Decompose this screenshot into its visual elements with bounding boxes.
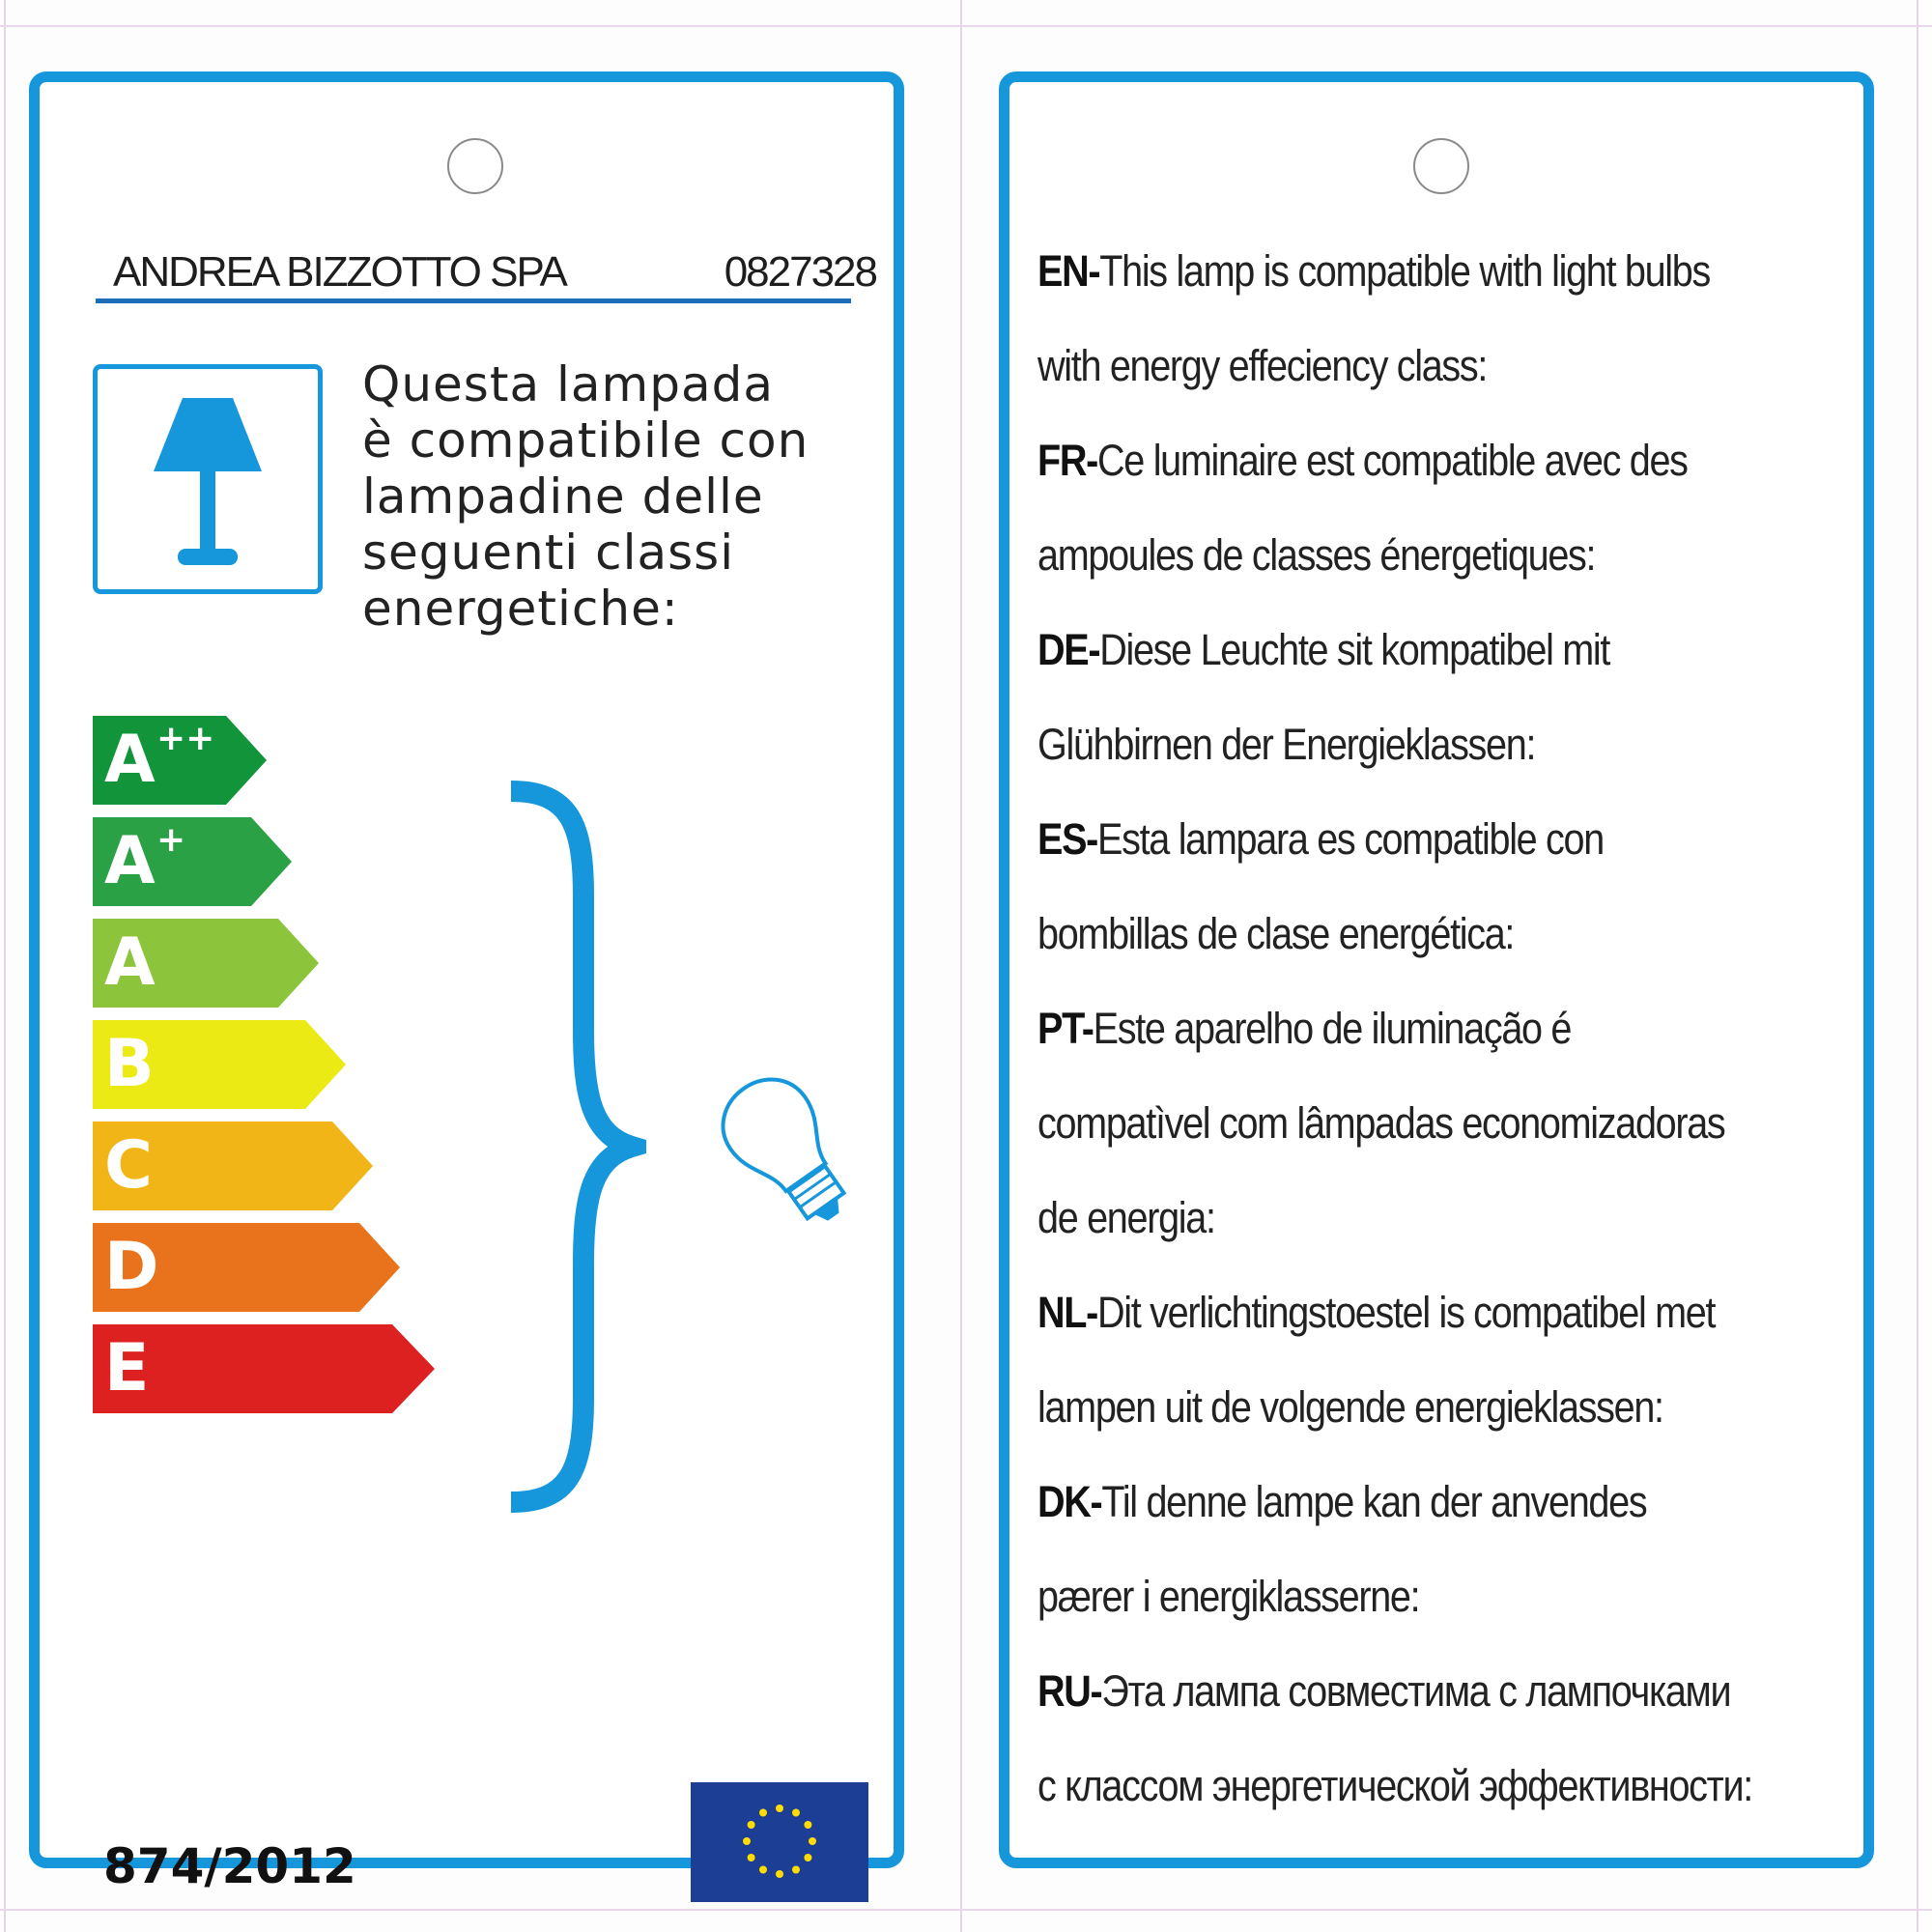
energy-class-letter: E	[104, 1330, 150, 1406]
language-code: PT-	[1037, 1004, 1094, 1053]
hang-hole	[447, 138, 503, 194]
energy-class-letter: D	[104, 1229, 159, 1305]
text-line	[1037, 1739, 1769, 1833]
language-code: DE-	[1037, 625, 1100, 674]
regulation-number: 874/2012	[103, 1838, 356, 1894]
energy-class-letter: B	[104, 1026, 155, 1102]
line-text: compatìvel com lâmpadas economizadoras	[1037, 1098, 1725, 1148]
light-bulb-icon	[704, 1058, 868, 1246]
intro-line: seguenti classi	[362, 525, 735, 581]
energy-label-card	[29, 71, 904, 1894]
curly-brace	[501, 780, 646, 1519]
energy-class-suffix: ++	[156, 719, 215, 758]
line-text: pærer i energiklasserne:	[1037, 1572, 1420, 1621]
text-line	[1037, 508, 1769, 603]
line-text: Эта лампа совместима с лампочками	[1101, 1666, 1731, 1716]
text-line-en	[1037, 224, 1769, 319]
eu-flag	[691, 1782, 868, 1902]
language-code: RU-	[1037, 1666, 1102, 1716]
text-line-de	[1037, 603, 1769, 697]
text-line	[1037, 697, 1769, 792]
line-text: с классом энергетической эффективности:	[1037, 1761, 1752, 1810]
energy-class-d	[93, 1223, 400, 1312]
line-text: Este aparelho de iluminação é	[1093, 1004, 1572, 1053]
line-text: ampoules de classes énergetiques:	[1037, 530, 1596, 580]
hang-hole	[1413, 138, 1469, 194]
energy-class-letter: A	[104, 722, 156, 798]
bottom-page-edge	[0, 1909, 1932, 1911]
table-lamp-icon	[93, 364, 323, 594]
energy-class-a	[93, 919, 319, 1008]
product-code: 0827328	[724, 248, 876, 296]
language-code: NL-	[1037, 1288, 1098, 1337]
energy-class-c	[93, 1122, 373, 1210]
text-line-pt	[1037, 981, 1769, 1076]
line-text: Ce luminaire est compatible avec des	[1097, 436, 1688, 485]
intro-line: lampadine delle	[362, 469, 764, 525]
intro-line: è compatibile con	[362, 412, 810, 469]
text-line-dk	[1037, 1455, 1769, 1549]
line-text: This lamp is compatible with light bulbs	[1099, 246, 1710, 296]
text-line-es	[1037, 792, 1769, 887]
brand-name: ANDREA BIZZOTTO SPA	[113, 248, 566, 296]
intro-line: energetiche:	[362, 581, 679, 637]
line-text: Esta lampara es compatible con	[1097, 814, 1604, 864]
line-text: bombillas de clase energética:	[1037, 909, 1515, 958]
energy-class-suffix: +	[156, 820, 186, 860]
intro-line: Questa lampada	[362, 356, 774, 412]
text-line	[1037, 1549, 1769, 1644]
text-line	[1037, 319, 1769, 413]
energy-class-ap	[93, 817, 292, 906]
language-code: FR-	[1037, 436, 1098, 485]
text-line	[1037, 1360, 1769, 1455]
energy-class-letter: A	[104, 924, 156, 1001]
energy-class-letter: A	[104, 823, 156, 899]
text-line	[1037, 1076, 1769, 1171]
header-rule	[96, 298, 851, 303]
translations-list	[1037, 224, 1868, 1833]
top-page-edge	[0, 25, 1932, 27]
text-line-nl	[1037, 1265, 1769, 1360]
language-code: DK-	[1037, 1477, 1102, 1526]
line-text: Dit verlichtingstoestel is compatibel met	[1097, 1288, 1716, 1337]
line-text: Diese Leuchte sit kompatibel mit	[1099, 625, 1610, 674]
text-line-fr	[1037, 413, 1769, 508]
energy-class-e	[93, 1324, 435, 1413]
energy-class-app	[93, 716, 267, 805]
text-line-ru	[1037, 1644, 1769, 1739]
line-text: Glühbirnen der Energieklassen:	[1037, 720, 1536, 769]
text-line	[1037, 1171, 1769, 1265]
energy-class-letter: C	[104, 1127, 153, 1204]
text-line	[1037, 887, 1769, 981]
energy-class-b	[93, 1020, 346, 1109]
brand-header	[113, 248, 876, 296]
line-text: de energia:	[1037, 1193, 1215, 1242]
language-code: EN-	[1037, 246, 1100, 296]
language-code: ES-	[1037, 814, 1098, 864]
line-text: lampen uit de volgende energieklassen:	[1037, 1382, 1663, 1432]
line-text: with energy effeciency class:	[1037, 341, 1488, 390]
line-text: Til denne lampe kan der anvendes	[1101, 1477, 1647, 1526]
compatibility-text-it	[362, 356, 903, 637]
